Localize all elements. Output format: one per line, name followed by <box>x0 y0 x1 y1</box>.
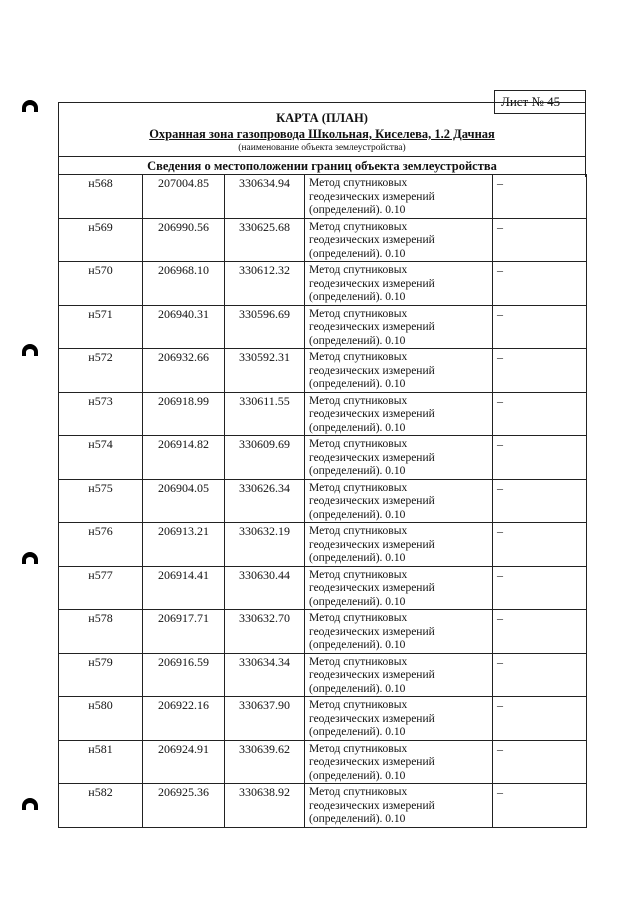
x-coordinate-cell: 206916.59 <box>143 653 225 697</box>
x-coordinate-cell: 206917.71 <box>143 610 225 654</box>
point-id-cell: н579 <box>59 653 143 697</box>
method-cell <box>305 610 493 654</box>
description-cell: – <box>493 349 587 393</box>
point-id-cell: н573 <box>59 392 143 436</box>
method-line: геодезических измерений <box>309 712 435 725</box>
method-line: (определений). 0.10 <box>309 421 406 434</box>
y-coordinate-cell: 330634.34 <box>225 653 305 697</box>
table-row <box>59 740 587 784</box>
y-coordinate-cell: 330638.92 <box>225 784 305 828</box>
method-line: геодезических измерений <box>309 277 435 290</box>
method-cell <box>305 697 493 741</box>
y-coordinate-cell: 330592.31 <box>225 349 305 393</box>
method-line: геодезических измерений <box>309 799 435 812</box>
table-row <box>59 436 587 480</box>
point-id-cell: н581 <box>59 740 143 784</box>
coordinates-table <box>58 174 587 828</box>
y-coordinate-cell: 330637.90 <box>225 697 305 741</box>
method-cell <box>305 218 493 262</box>
method-line: геодезических измерений <box>309 364 435 377</box>
method-line: Метод спутниковых <box>309 699 408 711</box>
method-line: Метод спутниковых <box>309 655 408 668</box>
description-cell: – <box>493 305 587 349</box>
section-title: Сведения о местоположении границ объекта землеустройства <box>59 156 585 177</box>
x-coordinate-cell: 206932.66 <box>143 349 225 393</box>
method-line: (определений). 0.10 <box>309 726 406 738</box>
method-line: Метод спутниковых <box>309 568 408 581</box>
description-cell: – <box>493 262 587 306</box>
description-cell: – <box>493 523 587 567</box>
method-line: (определений). 0.10 <box>309 334 406 347</box>
point-id-cell: н572 <box>59 349 143 393</box>
table-row <box>59 479 587 523</box>
point-id-cell: н576 <box>59 523 143 567</box>
method-line: (определений). 0.10 <box>309 552 406 564</box>
y-coordinate-cell: 330626.34 <box>225 479 305 523</box>
table-row <box>59 349 587 393</box>
method-line: Метод спутниковых <box>309 525 408 537</box>
method-line: (определений). 0.10 <box>309 595 406 608</box>
method-line: геодезических измерений <box>309 538 435 551</box>
method-line: (определений). 0.10 <box>309 247 406 260</box>
x-coordinate-cell: 206904.05 <box>143 479 225 523</box>
coordinates-table-body <box>59 175 587 828</box>
x-coordinate-cell: 206990.56 <box>143 218 225 262</box>
method-cell <box>305 175 493 219</box>
method-cell <box>305 436 493 480</box>
method-line: геодезических измерений <box>309 234 435 246</box>
object-name: Охранная зона газопровода Школьная, Киселева, 1.2 Дачная <box>149 127 495 141</box>
point-id-cell: н569 <box>59 218 143 262</box>
description-cell: – <box>493 784 587 828</box>
description-cell: – <box>493 610 587 654</box>
x-coordinate-cell: 206940.31 <box>143 305 225 349</box>
description-cell: – <box>493 218 587 262</box>
x-coordinate-cell: 206922.16 <box>143 697 225 741</box>
method-line: (определений). 0.10 <box>309 682 406 695</box>
point-id-cell: н582 <box>59 784 143 828</box>
method-line: геодезических измерений <box>309 408 435 420</box>
x-coordinate-cell: 206913.21 <box>143 523 225 567</box>
method-cell <box>305 740 493 784</box>
method-cell <box>305 305 493 349</box>
point-id-cell: н577 <box>59 566 143 610</box>
document-title: КАРТА (ПЛАН) <box>276 111 368 125</box>
point-id-cell: н568 <box>59 175 143 219</box>
method-cell <box>305 653 493 697</box>
method-line: геодезических измерений <box>309 756 435 768</box>
description-cell: – <box>493 697 587 741</box>
table-row <box>59 305 587 349</box>
point-id-cell: н574 <box>59 436 143 480</box>
method-cell <box>305 392 493 436</box>
point-id-cell: н571 <box>59 305 143 349</box>
method-line: Метод спутниковых <box>309 742 408 755</box>
description-cell: – <box>493 740 587 784</box>
method-line: Метод спутниковых <box>309 612 408 624</box>
method-cell <box>305 479 493 523</box>
method-line: Метод спутниковых <box>309 177 408 189</box>
description-cell: – <box>493 436 587 480</box>
y-coordinate-cell: 330632.70 <box>225 610 305 654</box>
table-row <box>59 218 587 262</box>
x-coordinate-cell: 206914.41 <box>143 566 225 610</box>
x-coordinate-cell: 206914.82 <box>143 436 225 480</box>
method-line: Метод спутниковых <box>309 351 408 363</box>
method-cell <box>305 523 493 567</box>
y-coordinate-cell: 330609.69 <box>225 436 305 480</box>
description-cell: – <box>493 479 587 523</box>
x-coordinate-cell: 206968.10 <box>143 262 225 306</box>
description-cell: – <box>493 566 587 610</box>
document-header <box>58 102 586 177</box>
method-line: геодезических измерений <box>309 582 435 594</box>
method-line: Метод спутниковых <box>309 481 408 494</box>
y-coordinate-cell: 330611.55 <box>225 392 305 436</box>
punch-hole-mark <box>22 552 38 564</box>
punch-hole-mark <box>22 100 38 112</box>
table-row <box>59 262 587 306</box>
x-coordinate-cell: 206924.91 <box>143 740 225 784</box>
method-line: Метод спутниковых <box>309 220 408 233</box>
object-name-caption: (наименование объекта землеустройства) <box>238 143 406 153</box>
method-line: (определений). 0.10 <box>309 769 406 782</box>
table-row <box>59 697 587 741</box>
punch-hole-mark <box>22 798 38 810</box>
y-coordinate-cell: 330596.69 <box>225 305 305 349</box>
table-row <box>59 653 587 697</box>
table-row <box>59 784 587 828</box>
method-line: (определений). 0.10 <box>309 465 406 477</box>
table-row <box>59 175 587 219</box>
method-cell <box>305 566 493 610</box>
y-coordinate-cell: 330630.44 <box>225 566 305 610</box>
method-line: (определений). 0.10 <box>309 813 406 825</box>
method-line: геодезических измерений <box>309 190 435 203</box>
description-cell: – <box>493 392 587 436</box>
method-line: (определений). 0.10 <box>309 378 406 390</box>
method-line: геодезических измерений <box>309 321 435 333</box>
table-row <box>59 523 587 567</box>
method-cell <box>305 784 493 828</box>
method-cell <box>305 262 493 306</box>
method-line: геодезических измерений <box>309 669 435 681</box>
description-cell: – <box>493 175 587 219</box>
table-row <box>59 392 587 436</box>
punch-hole-mark <box>22 344 38 356</box>
point-id-cell: н575 <box>59 479 143 523</box>
method-line: (определений). 0.10 <box>309 204 406 216</box>
point-id-cell: н580 <box>59 697 143 741</box>
y-coordinate-cell: 330639.62 <box>225 740 305 784</box>
sheet-number: Лист № 45 <box>494 90 586 114</box>
method-line: Метод спутниковых <box>309 394 408 407</box>
method-line: Метод спутниковых <box>309 264 408 276</box>
x-coordinate-cell: 207004.85 <box>143 175 225 219</box>
description-cell: – <box>493 653 587 697</box>
y-coordinate-cell: 330634.94 <box>225 175 305 219</box>
y-coordinate-cell: 330625.68 <box>225 218 305 262</box>
table-row <box>59 610 587 654</box>
table-row <box>59 566 587 610</box>
x-coordinate-cell: 206918.99 <box>143 392 225 436</box>
point-id-cell: н570 <box>59 262 143 306</box>
method-line: геодезических измерений <box>309 451 435 464</box>
y-coordinate-cell: 330632.19 <box>225 523 305 567</box>
x-coordinate-cell: 206925.36 <box>143 784 225 828</box>
method-line: Метод спутниковых <box>309 786 408 798</box>
y-coordinate-cell: 330612.32 <box>225 262 305 306</box>
method-line: (определений). 0.10 <box>309 508 406 521</box>
method-line: Метод спутниковых <box>309 438 408 450</box>
point-id-cell: н578 <box>59 610 143 654</box>
method-line: Метод спутниковых <box>309 307 408 320</box>
method-line: (определений). 0.10 <box>309 639 406 651</box>
method-cell <box>305 349 493 393</box>
method-line: (определений). 0.10 <box>309 291 406 303</box>
method-line: геодезических измерений <box>309 625 435 638</box>
method-line: геодезических измерений <box>309 495 435 507</box>
